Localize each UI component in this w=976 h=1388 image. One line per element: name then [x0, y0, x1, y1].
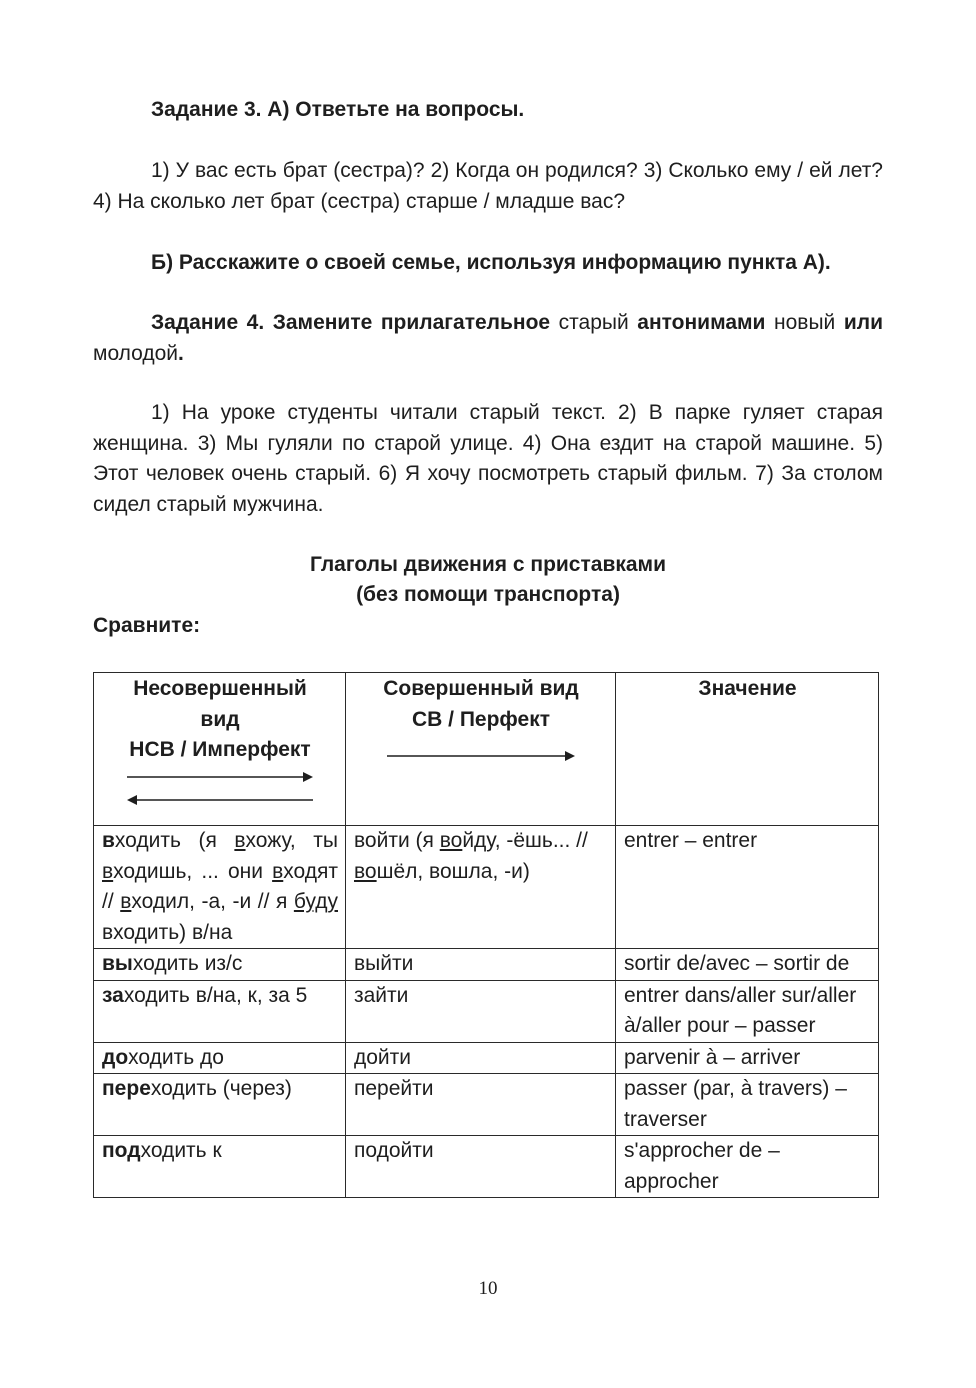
header-meaning — [616, 673, 879, 826]
section-title-line2: (без помощи транспорта) — [356, 583, 620, 606]
text-fragment: в — [272, 859, 284, 883]
cell-meaning: parvenir à – arriver — [616, 1042, 879, 1074]
header-imperfective — [94, 673, 346, 826]
text-fragment: во — [439, 829, 463, 852]
cell-imperfective — [94, 1042, 346, 1074]
task3-title: Задание 3. А) Ответьте на вопросы. — [151, 98, 525, 121]
text-fragment: шёл, вошла, -и) — [376, 859, 530, 883]
cell-perfective: подойти — [346, 1136, 616, 1198]
verbs-table — [93, 672, 879, 1198]
verb-rest: ходить в/на, к, за 5 — [123, 983, 308, 1007]
page-number: 10 — [478, 1278, 498, 1299]
verb-rest: ходить из/с — [132, 952, 243, 975]
task4-instruction-part2: антонимами — [637, 311, 766, 334]
verb-prefix: до — [102, 1045, 129, 1069]
verb-prefix: пере — [102, 1077, 151, 1100]
text-fragment: в — [102, 829, 115, 852]
task4-sentences: 1) На уроке студенты читали старый текст. 2) В парке гуляет старая женщина. 3) Мы гуляли по старой улице. 4) Она ездит на старой машине. 5) Этот человек очень старый. 6) Я хочу посмотреть старый фильм. 7) За столом сидел старый мужчина. — [93, 401, 883, 516]
text-fragment: ходишь, ... они — [113, 859, 273, 883]
cell-imperfective — [94, 1136, 346, 1198]
text-fragment: в — [234, 829, 246, 852]
cell-imperfective — [94, 949, 346, 981]
task4-word-new: новый — [774, 311, 836, 334]
table-header-row — [94, 673, 879, 826]
verb-prefix: вы — [102, 952, 133, 975]
section-title-line1: Глаголы движения с приставками — [309, 553, 666, 576]
text-fragment: ходил, -а, -и // я — [131, 890, 294, 913]
text-fragment: ходят // — [102, 859, 338, 913]
verb-rest: ходить (через) — [150, 1077, 292, 1100]
header-imperfective-line3: НСВ / Имперфект — [129, 738, 311, 761]
header-imperfective-line1: Несовершенный — [133, 677, 307, 700]
one-way-arrow-icon — [385, 739, 577, 773]
task4-instruction — [93, 308, 883, 369]
cell-imperfective — [94, 980, 346, 1042]
text-fragment: хожу, ты — [245, 829, 338, 852]
header-perfective — [346, 673, 616, 826]
header-imperfective-line2: вид — [200, 707, 240, 731]
cell-perfective: выйти — [346, 949, 616, 981]
text-fragment: во — [354, 859, 377, 883]
table-row — [94, 980, 879, 1042]
cell-meaning: s'approcher de – approcher — [616, 1136, 879, 1198]
table-row — [94, 1136, 879, 1198]
cell-perfective: дойти — [346, 1042, 616, 1074]
task3-part-b: Б) Расскажите о своей семье, используя информацию пункта А). — [151, 251, 831, 274]
text-fragment: ходить (я — [114, 829, 235, 852]
task3-questions: 1) У вас есть брат (сестра)? 2) Когда он родился? 3) Сколько ему / ей лет? 4) На сколько лет брат (сестра) старше / младше вас? — [93, 159, 883, 213]
verb-rest: ходить до — [128, 1045, 224, 1069]
cell-meaning: entrer dans/aller sur/aller à/aller pour – passer — [616, 980, 879, 1042]
task4-word-old: старый — [558, 311, 629, 334]
task4-instruction-part3: или — [843, 311, 884, 334]
task4-instruction-dot: . — [178, 341, 184, 365]
header-perfective-line2: СВ / Перфект — [411, 707, 550, 731]
cell-meaning: sortir de/avec – sortir de — [616, 949, 879, 981]
cell-meaning: entrer – entrer — [616, 826, 879, 949]
two-way-arrow-icon — [125, 766, 315, 806]
table-row — [94, 949, 879, 981]
task4-word-young: молодой — [93, 341, 179, 365]
header-meaning-label: Значение — [698, 677, 797, 700]
text-fragment: входить) в/на — [102, 920, 233, 944]
cell-meaning: passer (par, à travers) – traverser — [616, 1074, 879, 1136]
text-fragment: буду — [293, 890, 338, 913]
cell-perfective: перейти — [346, 1074, 616, 1136]
header-perfective-line1: Совершенный вид — [383, 677, 579, 700]
task4-instruction-part1: Задание 4. Замените прилагательное — [151, 311, 551, 334]
compare-label: Сравните: — [93, 614, 201, 637]
cell-perfective: зайти — [346, 980, 616, 1042]
cell-imperfective — [94, 826, 346, 949]
cell-perfective — [346, 826, 616, 949]
text-fragment: йду, -ёшь... // — [462, 829, 588, 852]
table-row — [94, 1042, 879, 1074]
verb-prefix: за — [102, 983, 124, 1007]
verb-rest: ходить к — [140, 1139, 222, 1162]
text-fragment: в — [120, 890, 132, 913]
table-row — [94, 1074, 879, 1136]
text-fragment: войти (я — [354, 829, 440, 852]
text-fragment: в — [102, 859, 114, 883]
verb-prefix: под — [102, 1139, 141, 1162]
table-row — [94, 826, 879, 949]
cell-imperfective — [94, 1074, 346, 1136]
